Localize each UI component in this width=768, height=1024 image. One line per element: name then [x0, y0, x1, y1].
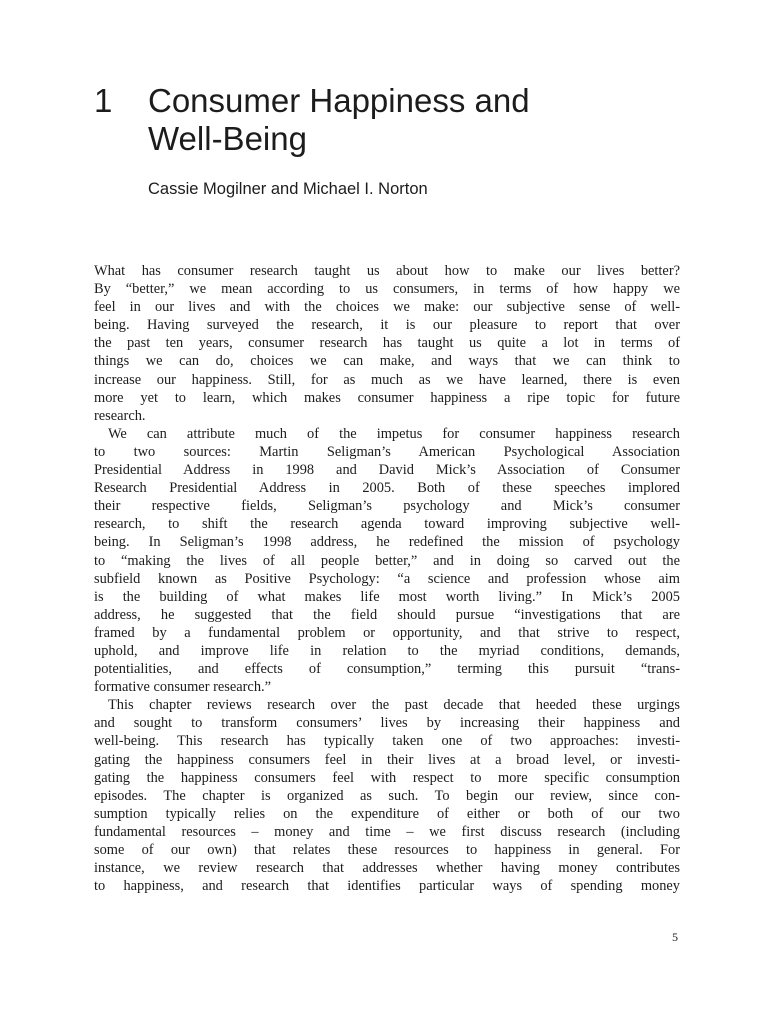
- text-line: being. Having surveyed the research, it is our pleasure to report that over: [94, 317, 680, 334]
- text-line: By “better,” we mean according to us consumers, in terms of how happy we: [94, 281, 680, 298]
- text-line: subfield known as Positive Psychology: “a science and profession whose aim: [94, 570, 680, 587]
- text-line: well-being. This research has typically taken one of two approaches: investi-: [94, 733, 680, 750]
- text-line: What has consumer research taught us about how to make our lives better?: [94, 263, 680, 279]
- chapter-title-line: Well-Being: [148, 120, 307, 157]
- text-line: increase our happiness. Still, for as much as we have learned, there is even: [94, 371, 680, 388]
- text-line: to happiness, and research that identifies particular ways of spending money: [94, 878, 680, 895]
- chapter-title-line: Consumer Happiness and: [148, 82, 530, 119]
- text-line: instance, we review research that addresses whether having money contributes: [94, 860, 680, 877]
- text-line: feel in our lives and with the choices we make: our subjective sense of well-: [94, 299, 680, 316]
- text-line: research, to shift the research agenda toward improving subjective well-: [94, 516, 680, 533]
- text-line: the past ten years, consumer research has taught us quite a lot in terms of: [94, 335, 680, 352]
- chapter-title: [148, 82, 668, 158]
- text-line: formative consumer research.”: [94, 679, 271, 696]
- text-line: more yet to learn, which makes consumer happiness a ripe topic for future: [94, 389, 680, 406]
- paragraph-2: [94, 425, 680, 696]
- page-number: 5: [672, 930, 678, 944]
- text-line: being. In Seligman’s 1998 address, he redefined the mission of psychology: [94, 534, 680, 551]
- text-line: Research Presidential Address in 2005. Both of these speeches implored: [94, 480, 680, 497]
- text-line: address, he suggested that the field should pursue “investigations that are: [94, 606, 680, 623]
- text-line: framed by a fundamental problem or opportunity, and that strive to respect,: [94, 624, 680, 641]
- text-line: This chapter reviews research over the past decade that heeded these urgings: [108, 697, 680, 714]
- chapter-authors: Cassie Mogilner and Michael I. Norton: [148, 180, 428, 198]
- text-line: things we can do, choices we can make, and ways that we can think to: [94, 353, 680, 370]
- text-line: is the building of what makes life most worth living.” In Mick’s 2005: [94, 588, 680, 605]
- paragraph-1: [94, 262, 680, 425]
- text-line: gating the happiness consumers feel in their lives at a broad level, or investi-: [94, 751, 680, 768]
- text-line: potentialities, and effects of consumption,” terming this pursuit “trans-: [94, 661, 680, 678]
- text-line: gating the happiness consumers feel with respect to more specific consumption: [94, 769, 680, 786]
- text-line: episodes. The chapter is organized as such. To begin our review, since con-: [94, 787, 680, 804]
- text-line: uphold, and improve life in relation to the myriad conditions, demands,: [94, 642, 680, 659]
- text-line: some of our own) that relates these resources to happiness in general. For: [94, 842, 680, 858]
- text-line: to “making the lives of all people better,” and in doing so carved out the: [94, 552, 680, 569]
- text-line: fundamental resources – money and time – we first discuss research (including: [94, 823, 680, 840]
- chapter-number: 1: [94, 82, 113, 119]
- body-text: [94, 262, 680, 895]
- text-line: sumption typically relies on the expenditure of either or both of our two: [94, 805, 680, 822]
- text-line: and sought to transform consumers’ lives by increasing their happiness and: [94, 715, 680, 732]
- text-line: Presidential Address in 1998 and David Mick’s Association of Consumer: [94, 462, 680, 479]
- text-line: We can attribute much of the impetus for consumer happiness research: [108, 425, 680, 442]
- text-line: research.: [94, 407, 146, 424]
- text-line: to two sources: Martin Seligman’s American Psychological Association: [94, 443, 680, 460]
- text-line: their respective fields, Seligman’s psychology and Mick’s consumer: [94, 498, 680, 515]
- paragraph-3: [94, 696, 680, 895]
